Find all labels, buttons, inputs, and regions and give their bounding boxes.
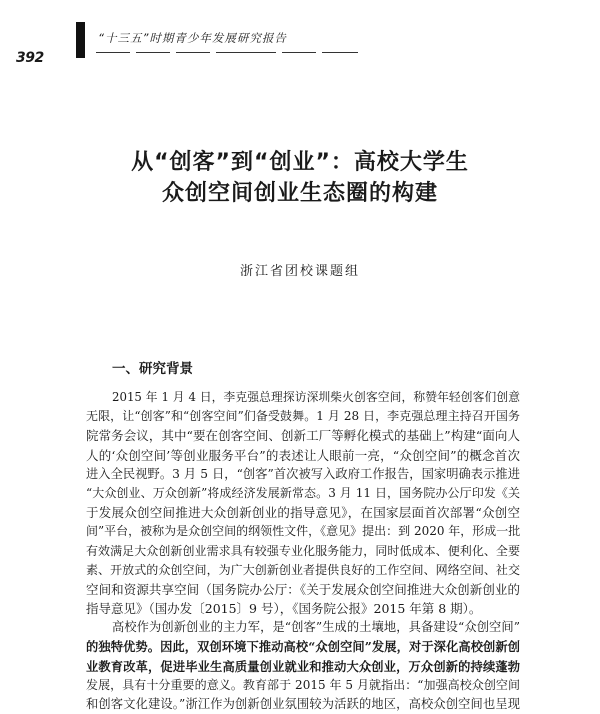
article-title-line-1: 从“创客”到“创业”：高校大学生 xyxy=(131,150,469,175)
page-number: 392 xyxy=(16,50,44,66)
article-title-line-2: 众创空间创业生态圈的构建 xyxy=(161,181,438,206)
body-line: 发展，具有十分重要的意义。教育部于 2015 年 5 月就指出：“加强高校众创空间 xyxy=(86,677,520,692)
body-line: 进入全民视野。3 月 5 日，“创客”首次被写入政府工作报告，国家明确表示推进 xyxy=(86,466,520,481)
body-line: 素、开放式的众创空间，为广大创新创业者提供良好的工作空间、网络空间、社交 xyxy=(86,562,520,577)
header-rule xyxy=(96,52,358,54)
running-header-title: “十三五”时期青少年发展研究报告 xyxy=(98,31,287,45)
body-line: 于发展众创空间推进大众创新创业的指导意见》，在国家层面首次部署“众创空 xyxy=(86,505,520,521)
author-byline: 浙江省团校课题组 xyxy=(239,264,360,279)
body-line: “大众创业、万众创新”将成经济发展新常态。3 月 11 日，国务院办公厅印发《关 xyxy=(86,485,520,500)
header-bar-decoration xyxy=(76,22,85,58)
body-line: 院常务会议，其中“要在创客空间、创新工厂等孵化模式的基础上”构建“面向人 xyxy=(86,428,520,444)
body-line: 业教育改革，促进毕业生高质量创业就业和推动大众创业，万众创新的持续蓬勃 xyxy=(86,658,520,674)
body-line: 间”平台，被称为是众创空间的纲领性文件，《意见》提出：到 2020 年，形成一批 xyxy=(86,524,521,539)
body-text xyxy=(86,388,520,714)
body-line: 人的‘众创空间’等创业服务平台”的表述让人眼前一亮，“众创空间”的概念首次 xyxy=(86,447,520,463)
body-line: 2015 年 1 月 4 日，李克强总理探访深圳柴火创客空间，称赞年轻创客们创意 xyxy=(112,390,520,404)
body-line: 指导意见》（国办发〔2015〕9 号），《国务院公报》2015 年第 8 期）。 xyxy=(86,601,482,617)
body-line: 和创客文化建设。”浙江作为创新创业氛围较为活跃的地区，高校众创空间也呈现 xyxy=(86,697,520,711)
body-line: 高校作为创新创业的主力军，是“创客”生成的土壤地，具备建设“众创空间” xyxy=(112,620,520,635)
body-line: 无限，让“创客”和“创客空间”们备受鼓舞。1 月 28 日，李克强总理主持召开国务 xyxy=(86,409,520,424)
body-line: 有效满足大众创新创业需求具有较强专业化服务能力，同时低成本、便利化、全要 xyxy=(86,543,520,558)
body-line: 空间和资源共享空间（国务院办公厅：《关于发展众创空间推进大众创新创业的 xyxy=(86,581,520,597)
body-line: 的独特优势。因此，双创环境下推动高校“众创空间”发展，对于深化高校创新创 xyxy=(86,639,520,655)
section-heading: 一、研究背景 xyxy=(112,361,193,377)
